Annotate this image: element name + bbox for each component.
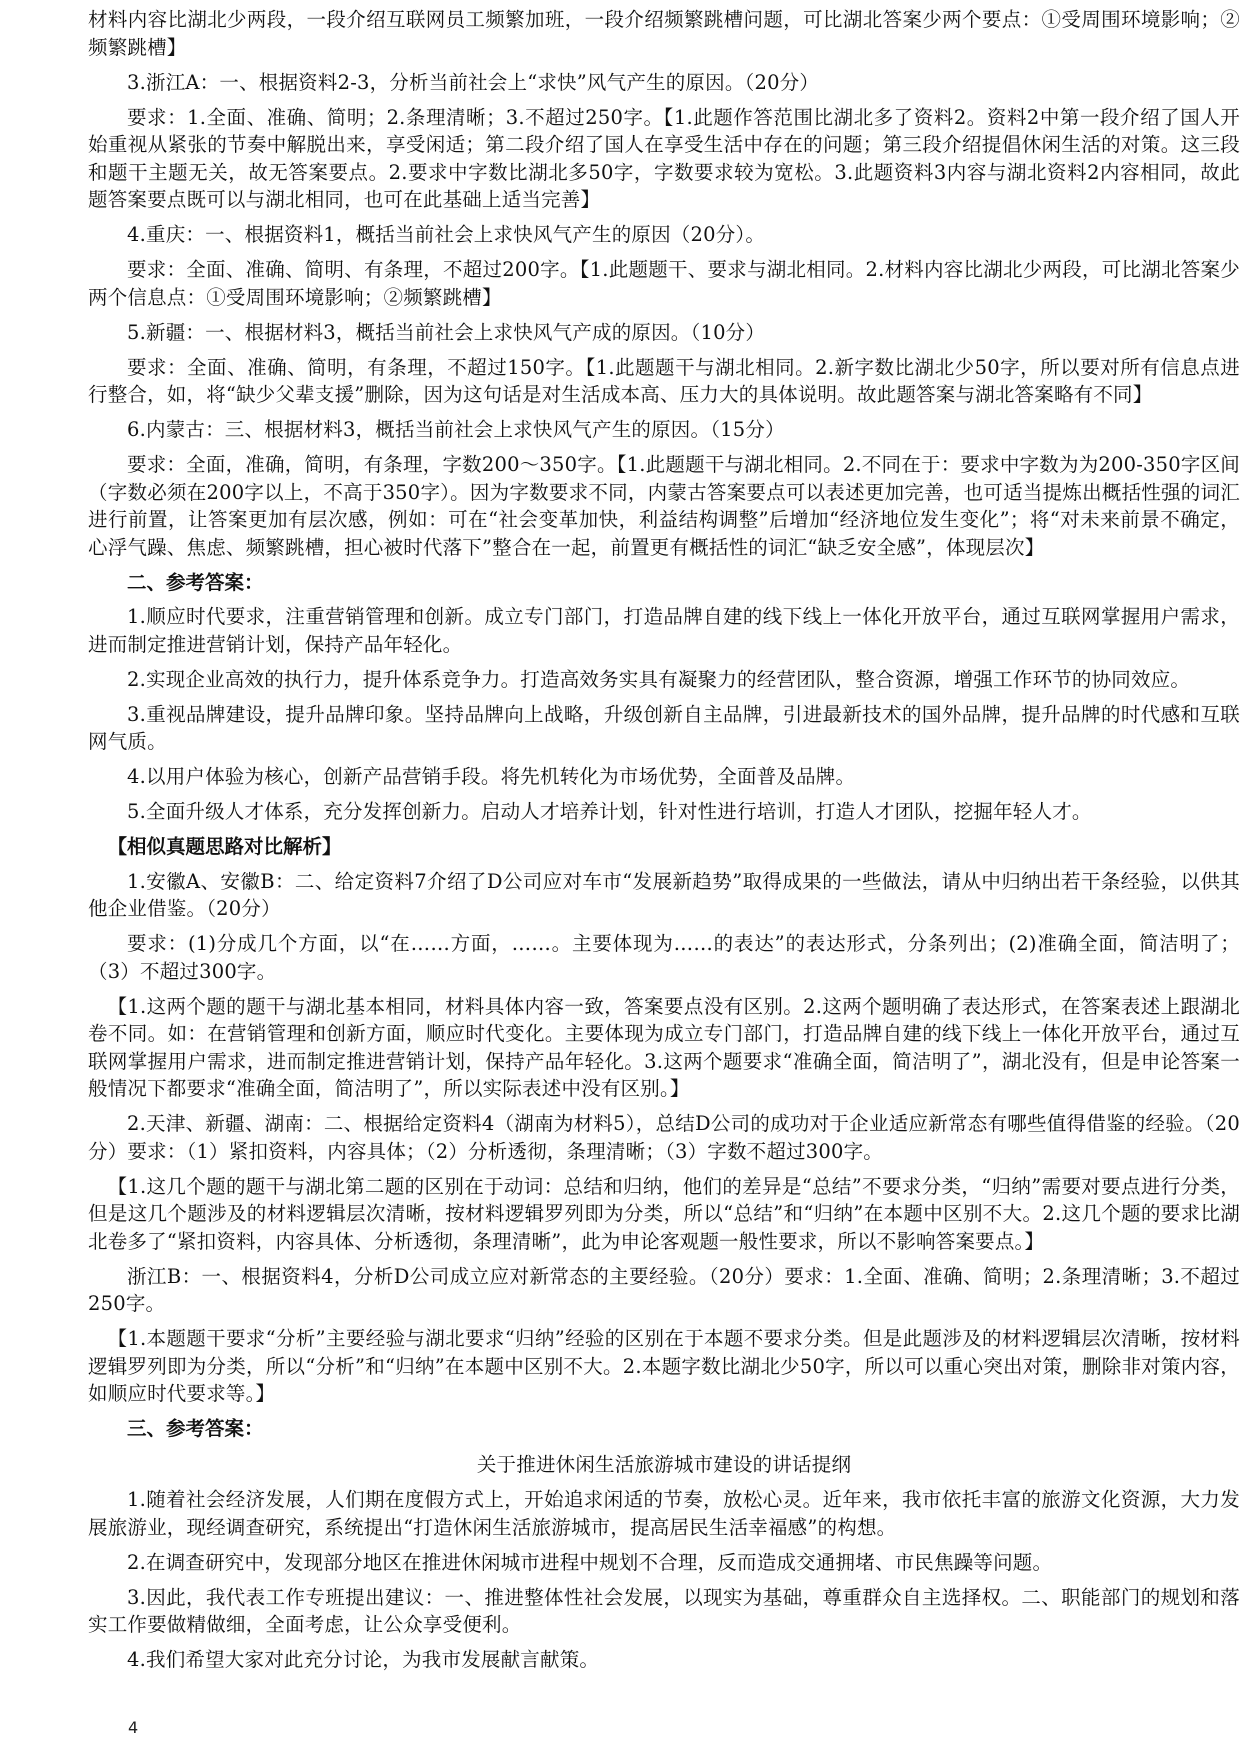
paragraph: 6.内蒙古：三、根据材料3，概括当前社会上求快风气产生的原因。（15分） [127,418,785,441]
section-heading-reference-answer-3: 三、参考答案： [127,1417,264,1440]
section-heading-reference-answer-2: 二、参考答案： [127,570,264,594]
paragraph: 要求：1.全面、准确、简明；2.条理清晰；3.不超过250字。【1.此题作答范围比湖北多了资料2。资料2中第一段介绍了国人开始重视从紧张的节奏中解脱出来，享受闲适；第二段介绍了国人在享受生活中存在的问题；第三段介绍提倡休闲生活的对策。这三段和题干主题无关，故无答案要点。2.要求中字数比湖北多50字，字数要求较为宽松。3.此题资料3内容与湖北资料2内容相同，故此题答案要点既可以与湖北相同，也可在此基础上适当完善】 [88,105,1240,211]
outline-item: 2.在调查研究中，发现部分地区在推进休闲城市进程中规划不合理，反而造成交通拥堵、市民焦躁等问题。 [127,1550,1053,1574]
paragraph: 要求：全面、准确、简明、有条理，不超过200字。【1.此题题干、要求与湖北相同。2.材料内容比湖北少两段，可比湖北答案少两个信息点：①受周围环境影响；②频繁跳槽】 [88,258,1240,309]
paragraph: 要求：全面、准确、简明，有条理，不超过150字。【1.此题题干与湖北相同。2.新字数比湖北少50字，所以要对所有信息点进行整合，如，将“缺少父辈支援”删除，因为这句话是对生活成本高、压力大的具体说明。故此题答案与湖北答案略有不同】 [88,355,1240,406]
answer-item: 1.顺应时代要求，注重营销管理和创新。成立专门部门，打造品牌自建的线下线上一体化开放平台，通过互联网掌握用户需求，进而制定推进营销计划，保持产品年轻化。 [88,605,1240,656]
paragraph: 浙江B：一、根据资料4，分析D公司成立应对新常态的主要经验。（20分）要求：1.全面、准确、简明；2.条理清晰；3.不超过250字。 [88,1264,1240,1315]
outline-item: 3.因此，我代表工作专班提出建议：一、推进整体性社会发展，以现实为基础，尊重群众自主选择权。二、职能部门的规划和落实工作要做精做细，全面考虑，让公众享受便利。 [88,1585,1240,1636]
answer-item: 5.全面升级人才体系，充分发挥创新力。启动人才培养计划，针对性进行培训，打造人才团队，挖掘年轻人才。 [127,800,1092,823]
outline-item: 1.随着社会经济发展，人们期在度假方式上，开始追求闲适的节奏，放松心灵。近年来，我市依托丰富的旅游文化资源，大力发展旅游业，现经调查研究，系统提出“打造休闲生活旅游城市，提高居民生活幸福感”的构想。 [88,1488,1240,1539]
paragraph: 1.安徽A、安徽B：二、给定资料7介绍了D公司应对车市“发展新趋势”取得成果的一些做法，请从中归纳出若干条经验，以供其他企业借鉴。（20分） [88,869,1240,920]
answer-item: 3.重视品牌建设，提升品牌印象。坚持品牌向上战略，升级创新自主品牌，引进最新技术的国外品牌，提升品牌的时代感和互联网气质。 [88,702,1240,753]
speech-outline-title: 关于推进休闲生活旅游城市建设的讲话提纲 [476,1452,852,1476]
analysis-note: 【1.这几个题的题干与湖北第二题的区别在于动词：总结和归纳，他们的差异是“总结”不要求分类，“归纳”需要对要点进行分类，但是这几个题涉及的材料逻辑层次清晰，按材料逻辑罗列即为分类，所以“总结”和“归纳”在本题中区别不大。2.这几个题的要求比湖北卷多了“紧扣资料，内容具体、分析透彻，条理清晰”，此为申论客观题一般性要求，所以不影响答案要点。】 [88,1174,1240,1253]
analysis-note: 【1.这两个题的题干与湖北基本相同，材料具体内容一致，答案要点没有区别。2.这两个题明确了表达形式，在答案表述上跟湖北卷不同。如：在营销管理和创新方面，顺应时代变化。主要体现为成立专门部门，打造品牌自建的线下线上一体化开放平台，通过互联网掌握用户需求，进而制定推进营销计划，保持产品年轻化。3.这两个题要求“准确全面，简洁明了”，湖北没有，但是申论答案一般情况下都要求“准确全面，简洁明了”，所以实际表述中没有区别。】 [88,994,1240,1100]
page-number: 4 [128,1718,139,1737]
paragraph: 5.新疆：一、根据材料3，概括当前社会上求快风气产成的原因。（10分） [127,320,766,344]
paragraph: 要求：全面，准确，简明，有条理，字数200～350字。【1.此题题干与湖北相同。2.不同在于：要求中字数为为200-350字区间（字数必须在200字以上，不高于350字）。因为字数要求不同，内蒙古答案要点可以表述更加完善，也可适当提炼出概括性强的词汇进行前置，让答案更加有层次感，例如：可在“社会变革加快，利益结构调整”后增加“经济地位发生变化”；将“对未来前景不确定，心浮气躁、焦虑、频繁跳槽，担心被时代落下”整合在一起，前置更有概括性的词汇“缺乏安全感”，体现层次】 [88,453,1240,559]
analysis-note: 【1.本题题干要求“分析”主要经验与湖北要求“归纳”经验的区别在于本题不要求分类。但是此题涉及的材料逻辑层次清晰，按材料逻辑罗列即为分类，所以“分析”和“归纳”在本题中区别不大。2.本题字数比湖北少50字，所以可以重心突出对策，删除非对策内容，如顺应时代要求等。】 [88,1327,1240,1405]
paragraph: 材料内容比湖北少两段，一段介绍互联网员工频繁加班，一段介绍频繁跳槽问题，可比湖北答案少两个要点：①受周围环境影响；②频繁跳槽】 [88,8,1240,59]
answer-item: 4.以用户体验为核心，创新产品营销手段。将先机转化为市场优势，全面普及品牌。 [127,765,856,788]
document-page [88,6,1240,1736]
section-heading-similar-questions: 【相似真题思路对比解析】 [107,835,342,858]
answer-item: 2.实现企业高效的执行力，提升体系竞争力。打造高效务实具有凝聚力的经营团队，整合资源，增强工作环节的协同效应。 [127,667,1191,691]
paragraph: 2.天津、新疆、湖南：二、根据给定资料4（湖南为材料5），总结D公司的成功对于企业适应新常态有哪些值得借鉴的经验。（20分）要求：（1）紧扣资料，内容具体；（2）分析透彻，条理清晰；（3）字数不超过300字。 [88,1112,1240,1163]
outline-item: 4.我们希望大家对此充分讨论，为我市发展献言献策。 [127,1648,600,1671]
paragraph: 要求：(1)分成几个方面，以“在……方面，……。主要体现为……的表达”的表达形式，分条列出；(2)准确全面，简洁明了；（3）不超过300字。 [88,932,1240,983]
paragraph: 3.浙江A：一、根据资料2-3，分析当前社会上“求快”风气产生的原因。（20分） [127,70,820,94]
paragraph: 4.重庆：一、根据资料1，概括当前社会上求快风气产生的原因（20分）。 [127,223,766,246]
